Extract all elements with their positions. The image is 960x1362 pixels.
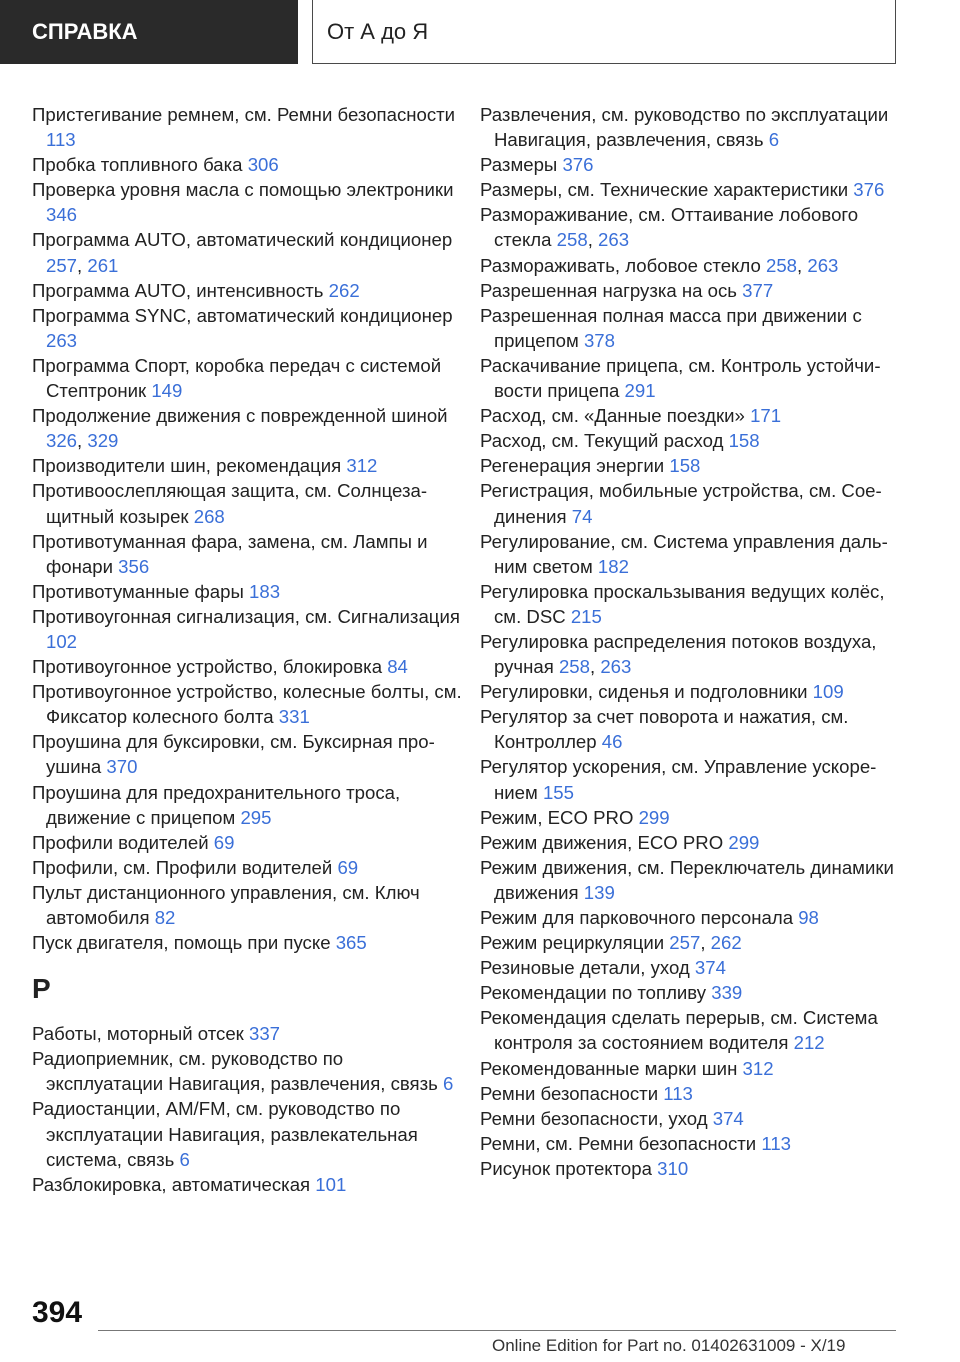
footer-text: Online Edition for Part no. 01402631009 - X/19 — [492, 1336, 846, 1355]
index-entry-text: Рисунок протектора — [480, 1157, 652, 1179]
index-entry — [480, 1131, 900, 1156]
index-entry — [32, 303, 462, 353]
page-link[interactable]: 365 — [335, 932, 367, 954]
index-entry-text: Профили, см. Профили водителей — [32, 856, 333, 878]
page-link[interactable]: 84 — [387, 656, 408, 678]
page-link[interactable]: 378 — [583, 329, 615, 351]
page-link[interactable]: 69 — [213, 831, 235, 853]
index-entry-text: Пристегивание ремнем, см. Ремни безопасности — [32, 104, 456, 125]
page-link[interactable]: 374 — [712, 1107, 744, 1129]
index-entry-text: Расход, см. «Данные поездки» — [480, 405, 745, 427]
index-entry — [32, 478, 462, 528]
index-entry — [480, 403, 900, 428]
index-entry-text: Проверка уровня масла с помощью электроники — [32, 179, 454, 201]
page-link[interactable]: 98 — [798, 907, 819, 928]
index-entry-text: Режим для парковочного персонала — [480, 907, 794, 928]
page-link[interactable]: 257 — [669, 932, 701, 954]
index-entry — [480, 905, 900, 930]
page-link[interactable]: 6 — [443, 1073, 454, 1095]
index-entry-text: Раскачивание прицепа, см. Контроль устойчивости прицепа — [480, 354, 881, 402]
page-link[interactable]: 370 — [106, 756, 138, 778]
page-link[interactable]: 113 — [761, 1132, 792, 1154]
index-entry-text: Противоослепляющая защита, см. Солнцезащитный козырек — [32, 480, 428, 527]
index-entry-text: Ремни, см. Ремни безопасности — [480, 1132, 757, 1154]
page-link[interactable]: 46 — [601, 731, 623, 753]
page-link[interactable]: 69 — [337, 856, 359, 878]
index-entry-text: Разблокировка, автоматическая — [32, 1173, 311, 1195]
index-entry — [32, 830, 462, 855]
index-entry — [480, 177, 900, 202]
index-entry-text: Производители шин, рекомендация — [32, 455, 342, 477]
section-letter: Р — [32, 973, 51, 1005]
index-entry-text: Программа AUTO, автоматический кондиционер — [32, 229, 453, 251]
page-link[interactable]: 182 — [597, 555, 629, 577]
index-entry-text: Разрешенная полная масса при движении с прицепом — [480, 304, 862, 351]
index-entry — [480, 152, 900, 177]
page-link[interactable]: 356 — [118, 555, 150, 577]
page-link[interactable]: 6 — [179, 1148, 190, 1170]
page-link[interactable]: 262 — [328, 279, 360, 301]
index-entry — [480, 805, 900, 830]
page-link[interactable]: 374 — [694, 957, 726, 979]
page-link[interactable]: 139 — [583, 881, 615, 903]
page-link[interactable]: 299 — [638, 806, 670, 828]
chapter-title: От А до Я — [327, 18, 429, 44]
index-entry-text: Пуск двигателя, помощь при пуске — [32, 932, 331, 954]
page-link[interactable]: 171 — [750, 405, 782, 427]
chapter-tab[interactable] — [312, 0, 896, 64]
index-entry-text: Профили водителей — [32, 831, 209, 853]
index-entry-text: Регулятор за счет поворота и нажатия, см. Контроллер — [480, 706, 849, 753]
index-column-left — [32, 102, 462, 1197]
page-link[interactable]: 258 — [558, 656, 590, 678]
index-entry — [480, 679, 900, 704]
page-link[interactable]: 82 — [154, 907, 176, 928]
page-link[interactable]: 263 — [807, 254, 839, 276]
index-entry-text: Размораживание, см. Оттаивание лобового стекла — [480, 204, 859, 251]
index-entry — [32, 930, 462, 955]
index-entry — [32, 579, 462, 604]
index-entry-text: Программа AUTO, интенсивность — [32, 279, 324, 301]
index-entry — [480, 955, 900, 980]
index-entry-text: Регенерация энергии — [480, 455, 665, 477]
index-entry: Размораживать, лобовое стекло 258, 263 — [480, 254, 839, 276]
index-entry — [32, 102, 462, 152]
page-link[interactable]: 257 — [46, 254, 78, 276]
footer-divider — [98, 1330, 896, 1331]
page-link[interactable]: 263 — [598, 229, 630, 251]
index-entry-text: Размеры — [480, 154, 558, 176]
index-entry — [32, 1046, 462, 1096]
index-entry-text: Рекомендованные марки шин — [480, 1057, 738, 1079]
page-link[interactable]: 376 — [562, 154, 594, 176]
index-entry-text: Работы, моторный отсек — [32, 1023, 244, 1045]
index-entry — [480, 855, 900, 905]
index-entry-text: Радиоприемник, см. руководство по эксплуатации Навигация, развлечения, связь — [32, 1048, 438, 1095]
page-link[interactable]: 377 — [742, 279, 774, 301]
page-link[interactable]: 258 — [556, 229, 588, 251]
page-link[interactable]: 376 — [853, 179, 885, 201]
index-entry — [32, 780, 462, 830]
index-entry-text: Программа Спорт, коробка передач с системой Стептроник — [32, 354, 442, 402]
page-link[interactable]: 262 — [710, 932, 742, 954]
page-link[interactable]: 102 — [46, 630, 78, 652]
index-entry-text: Режим, ECO PRO — [480, 806, 634, 828]
index-entry — [32, 729, 462, 779]
index-entry-text: Регулировка проскальзывания ведущих колёс, см. DSC — [480, 580, 885, 627]
index-entry-text: Противоугонное устройство, блокировка — [32, 656, 383, 678]
page-link[interactable]: 113 — [663, 1082, 693, 1104]
index-entry-text: Регулятор ускорения, см. Управление ускорением — [480, 756, 877, 803]
page-link[interactable]: 326 — [46, 430, 78, 452]
index-entry-text: Регулирование, см. Система управления дальним светом — [480, 530, 888, 577]
page-link[interactable]: 183 — [249, 580, 281, 602]
page-link[interactable]: 299 — [728, 831, 760, 853]
page-link[interactable]: 306 — [247, 154, 279, 176]
index-entry: Размораживание, см. Оттаивание лобового стекла 258, 263 — [480, 204, 859, 251]
index-entry — [32, 453, 462, 478]
index-entry — [480, 1106, 900, 1131]
index-entry — [480, 478, 900, 528]
index-entry — [32, 880, 462, 930]
page-link[interactable]: 109 — [812, 681, 844, 703]
index-entry-text: Пробка топливного бака — [32, 154, 243, 176]
page-link[interactable]: 312 — [346, 455, 378, 477]
index-entry — [480, 704, 900, 754]
index-entry-text: Размеры, см. Технические характеристики — [480, 179, 849, 201]
index-entry-text: Развлечения, см. руководство по эксплуатации Навигация, развлечения, связь — [480, 104, 889, 151]
index-entry — [32, 177, 462, 227]
index-entry-text: Противотуманная фара, замена, см. Лампы и фонари — [32, 530, 428, 577]
index-entry-text: Противотуманные фары — [32, 580, 244, 602]
index-entry-text: Резиновые детали, уход — [480, 957, 690, 979]
index-entry-text: Радиостанции, AM/FM, см. руководство по эксплуатации Навигация, развлекательная система, связь — [32, 1098, 418, 1170]
page-link[interactable]: 101 — [315, 1173, 347, 1195]
index-entry — [32, 679, 462, 729]
index-entry — [480, 428, 900, 453]
page-link[interactable]: 258 — [765, 254, 798, 276]
index-entry-text: Регистрация, мобильные устройства, см. Соединения — [480, 480, 882, 527]
page-link[interactable]: 149 — [151, 380, 183, 402]
page-link[interactable]: 212 — [793, 1032, 825, 1054]
index-entry — [32, 278, 462, 303]
index-entry — [32, 855, 462, 880]
index-entry-text: Ремни безопасности, уход — [480, 1107, 708, 1129]
page-link[interactable]: 215 — [570, 605, 602, 627]
index-entry-text: Режим рециркуляции — [480, 932, 665, 954]
index-entry — [480, 1056, 900, 1081]
index-entry: Регулировка распределения потоков воздуха, ручная 258, 263 — [480, 630, 877, 678]
index-entry — [480, 303, 900, 353]
index-entry — [480, 1156, 900, 1181]
index-entry-text: Рекомендация сделать перерыв, см. Система контроля за состоянием водителя — [480, 1007, 878, 1054]
page-link[interactable]: 339 — [711, 982, 743, 1004]
index-entry-text: Размораживать, лобовое стекло — [480, 254, 761, 276]
index-entry — [32, 604, 462, 654]
index-entry — [32, 1172, 462, 1197]
index-entry — [480, 453, 900, 478]
page-link[interactable]: 155 — [542, 781, 574, 803]
page-link[interactable]: 113 — [46, 129, 76, 151]
index-entry-text: Проушина для предохранительного троса, движение с прицепом — [32, 781, 401, 828]
index-entry — [480, 1005, 900, 1055]
index-entry-text: Проушина для буксировки, см. Буксирная проушина — [32, 731, 435, 778]
page-link[interactable]: 261 — [87, 254, 119, 276]
index-entry — [32, 1021, 462, 1046]
index-entry-text: Расход, см. Текущий расход — [480, 430, 724, 452]
index-entry-text: Регулировка распределения потоков воздуха, ручная — [480, 630, 877, 678]
page-link[interactable]: 263 — [600, 656, 632, 678]
index-entry: Программа AUTO, автоматический кондиционер 257, 261 — [32, 229, 453, 276]
page-link[interactable]: 74 — [571, 505, 593, 527]
page-link[interactable]: 6 — [768, 129, 780, 151]
index-entry — [480, 1081, 900, 1106]
index-entry — [480, 102, 900, 152]
index-entry — [480, 980, 900, 1005]
index-entry-text: Регулировки, сиденья и подголовники — [480, 681, 808, 703]
section-title: СПРАВКА — [32, 19, 138, 44]
index-list-r — [32, 1021, 462, 1197]
section-tab[interactable] — [0, 0, 298, 64]
index-entry — [32, 1096, 462, 1171]
index-entry — [32, 152, 462, 177]
index-entry — [480, 278, 900, 303]
index-entry — [480, 830, 900, 855]
index-entry-text: Программа SYNC, автоматический кондиционер — [32, 304, 453, 326]
index-entry-text: Режим движения, ECO PRO — [480, 831, 724, 853]
index-entry — [480, 579, 900, 629]
index-entry-text: Противоугонное устройство, колесные болты, см. Фиксатор колесного болта — [32, 681, 462, 728]
page-link[interactable]: 158 — [728, 430, 760, 452]
page-link[interactable]: 158 — [669, 455, 701, 477]
index-entry — [32, 654, 462, 679]
index-entry — [480, 529, 900, 579]
index-entry-text: Разрешенная нагрузка на ось — [480, 279, 737, 301]
page-link[interactable]: 331 — [278, 706, 310, 728]
index-entry: Продолжение движения с поврежденной шиной 326, 329 — [32, 405, 448, 452]
index-list-p — [32, 102, 462, 955]
page-link[interactable]: 263 — [46, 329, 78, 351]
page-link[interactable]: 295 — [240, 806, 272, 828]
index-entry — [32, 353, 462, 403]
page-link[interactable]: 268 — [193, 505, 225, 527]
index-entry — [480, 353, 900, 403]
page-link[interactable]: 337 — [249, 1023, 281, 1045]
index-entry-text: Продолжение движения с поврежденной шиной — [32, 405, 448, 427]
index-entry: Режим рециркуляции 257, 262 — [480, 932, 742, 954]
index-entry — [32, 529, 462, 579]
page-link[interactable]: 291 — [624, 380, 656, 402]
index-entry-text: Противоугонная сигнализация, см. Сигнализация — [32, 605, 460, 627]
page-link[interactable]: 310 — [657, 1157, 689, 1179]
page-link[interactable]: 329 — [87, 430, 119, 452]
page-link[interactable]: 312 — [742, 1057, 774, 1079]
index-entry — [480, 754, 900, 804]
index-entry-text: Ремни безопасности — [480, 1082, 659, 1104]
page-number: 394 — [32, 1296, 83, 1329]
index-entry-text: Пульт дистанционного управления, см. Ключ автомобиля — [32, 881, 420, 928]
index-column-right — [480, 102, 900, 1181]
index-list-r-continued — [480, 102, 900, 1181]
page-link[interactable]: 346 — [46, 204, 78, 226]
index-entry-text: Режим движения, см. Переключатель динамики движения — [480, 856, 894, 903]
index-entry-text: Рекомендации по топливу — [480, 982, 707, 1004]
